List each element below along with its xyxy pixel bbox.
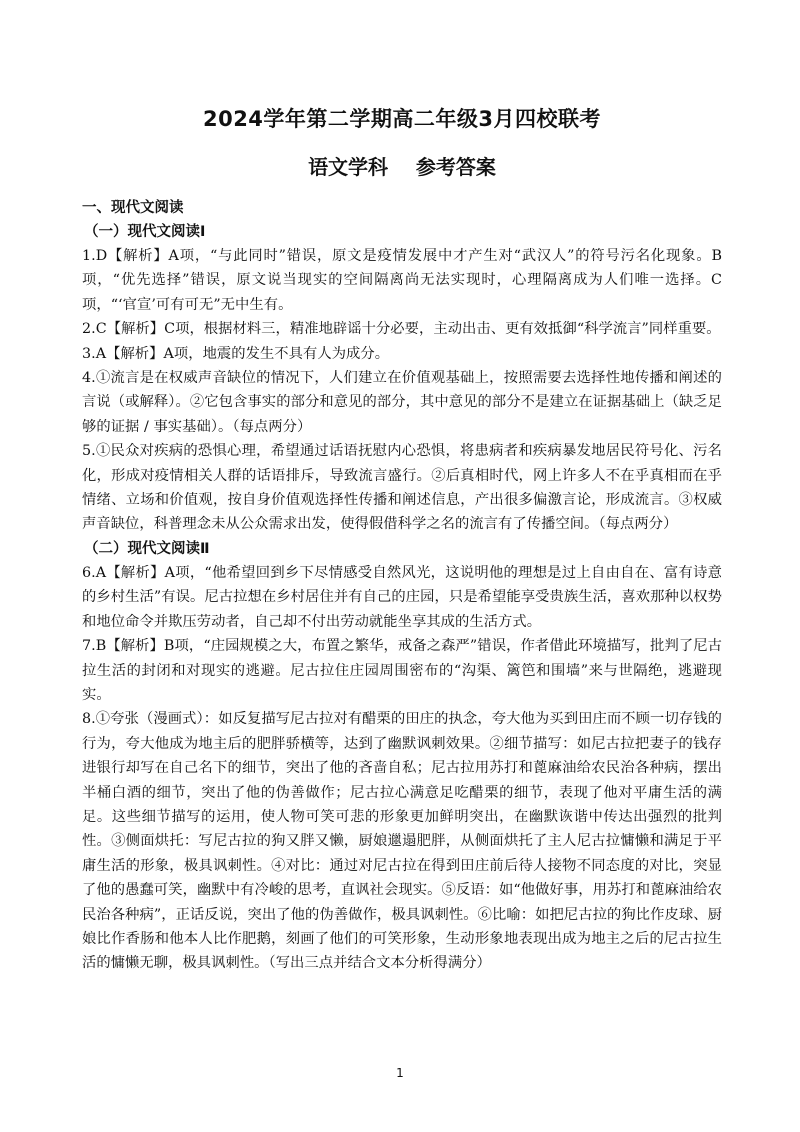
answer-3: 3.A【解析】A项，地震的发生不具有人为成分。: [82, 345, 390, 362]
answer-1: 1.D【解析】A项，“与此同时”错误，原文是疫情发展中才产生对“武汉人”的符号污名化现象。B项，“优先选择”错误，原文说当现实的空间隔离尚无法实现时，心理隔离成为人们唯一选择。C项，“‘官宣’可有可无”无中生有。: [82, 248, 722, 313]
section-heading-modern-reading: 一、现代文阅读: [82, 200, 184, 216]
answer-2: 2.C【解析】C项，根据材料三，精准地辟谣十分必要，主动出击、更有效抵御“科学流言”同样重要。: [82, 321, 721, 338]
page-subtitle: 语文学科 参考答案: [308, 155, 496, 179]
answer-6: 6.A【解析】A项，“他希望回到乡下尽情感受自然风光，这说明他的理想是过上自由自在、富有诗意的乡村生活”有误。尼古拉想在乡村居住并有自己的庄园，只是希望能享受贵族生活，喜欢那种以权势和地位命令并欺压劳动者，自己却不付出劳动就能坐享其成的生活方式。: [82, 564, 722, 630]
page-number: 1: [396, 1066, 404, 1080]
answer-7: 7.B【解析】B项，“庄园规模之大，布置之繁华，戒备之森严”错误，作者借此环境描写，批判了尼古拉生活的封闭和对现实的逃避。尼古拉住庄园周围密布的“沟渠、篱笆和围墙”来与世隔绝，逃避现实。: [82, 638, 722, 703]
subsection-heading-reading-2: （二）现代文阅读Ⅱ: [84, 540, 210, 557]
answer-5: 5.①民众对疾病的恐惧心理，希望通过话语抚慰内心恐惧，将患病者和疾病暴发地居民符号化、污名化，形成对疫情相关人群的话语排斥，导致流言盛行。②后真相时代，网上许多人不在乎真相而在乎情绪、立场和价值观，按自身价值观选择性传播和阐述信息，产出很多偏激言论，形成流言。③权威声音缺位，科普理念未从公众需求出发，使得假借科学之名的流言有了传播空间。（每点两分）: [82, 443, 722, 533]
answer-8: 8.①夸张（漫画式）：如反复描写尼古拉对有醋栗的田庄的执念，夸大他为买到田庄而不顾一切存钱的行为，夸大他成为地主后的肥胖骄横等，达到了幽默讽刺效果。②细节描写：如尼古拉把妻子的钱存进银行却写在自己名下的细节，突出了他的吝啬自私；尼古拉用苏打和蓖麻油给农民治各种病，摆出半桶白酒的细节，突出了他的伪善做作；尼古拉心满意足吃醋栗的细节，表现了他对平庸生活的满足。这些细节描写的运用，使人物可笑可悲的形象更加鲜明突出，在幽默诙谐中传达出强烈的批判性。③侧面烘托：写尼古拉的狗又胖又懒，厨娘邋遢肥胖，从侧面烘托了主人尼古拉慵懒和满足于平庸生活的形象，极具讽刺性。④对比：通过对尼古拉在得到田庄前后待人接物不同态度的对比，突显了他的愚蠢可笑，幽默中有冷峻的思考，直讽社会现实。⑤反语：如“他做好事，用苏打和蓖麻油给农民治各种病”，正话反说，突出了他的伪善做作，极具讽刺性。⑥比喻：如把尼古拉的狗比作皮球、厨娘比作香肠和他本人比作肥鹅，刻画了他们的可笑形象，生动形象地表现出成为地主之后的尼古拉生活的慵懒无聊，极具讽刺性。（写出三点并结合文本分析得满分）: [82, 711, 722, 972]
answer-4: 4.①流言是在权威声音缺位的情况下，人们建立在价值观基础上，按照需要去选择性地传播和阐述的言说（或解释）。②它包含事实的部分和意见的部分，其中意见的部分不是建立在证据基础上（缺乏足够的证据 / 事实基础）。（每点两分）: [82, 370, 722, 435]
page-title: 2024学年第二学期高二年级3月四校联考: [202, 107, 602, 131]
subsection-heading-reading-1: （一）现代文阅读Ⅰ: [84, 224, 206, 240]
